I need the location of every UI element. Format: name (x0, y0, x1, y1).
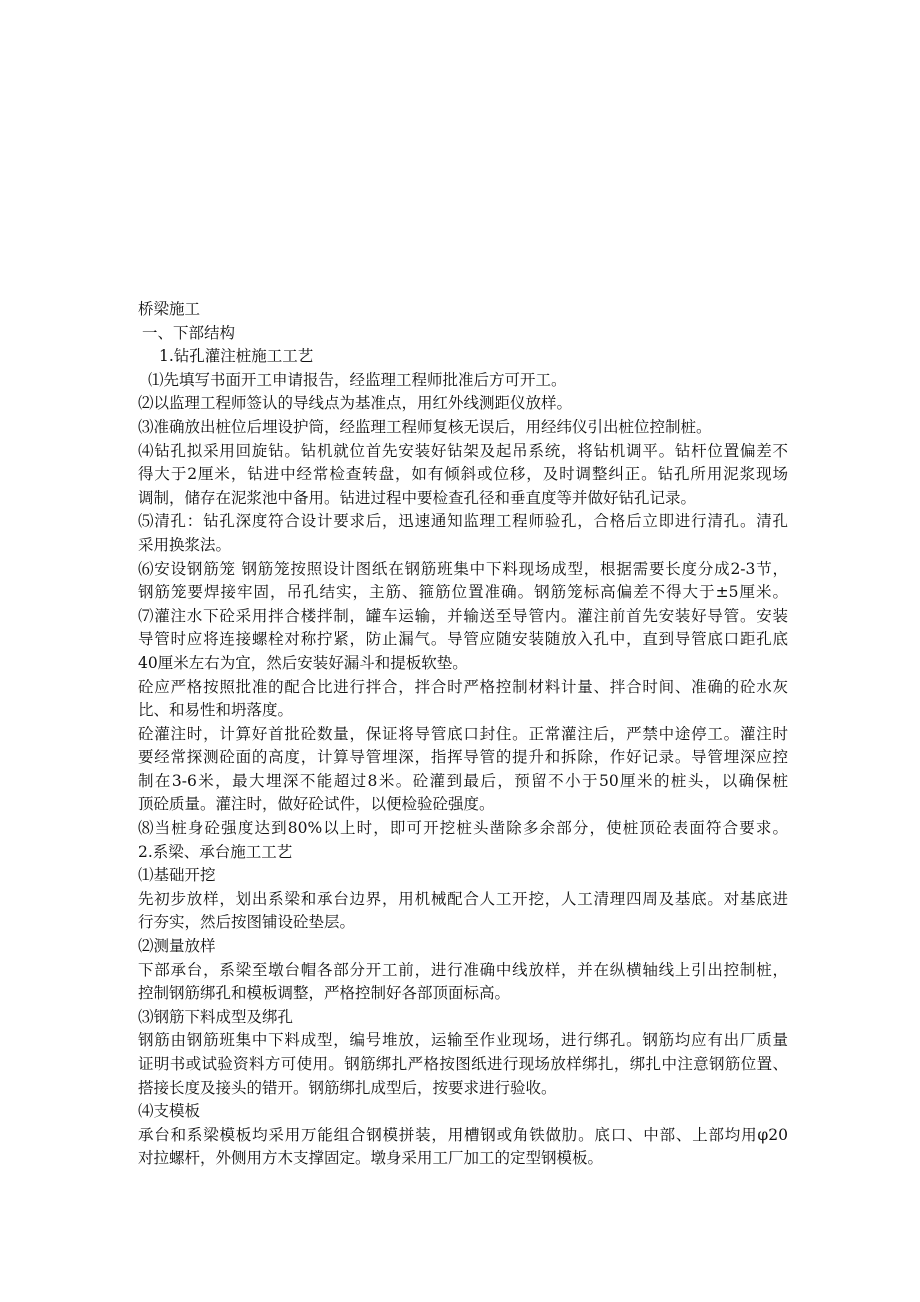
paragraph-line: 先初步放样，划出系梁和承台边界，用机械配合人工开挖，人工清理四周及基底。对基底进 (138, 889, 788, 908)
item-heading: ⑵测量放样 (138, 937, 216, 956)
paragraph-line: 钢筋由钢筋班集中下料成型，编号堆放，运输至作业现场，进行绑孔。钢筋均应有出厂质量 (138, 1031, 788, 1050)
item-heading: ⑴基础开挖 (138, 866, 216, 885)
paragraph-line: ⑴先填写书面开工申请报告，经监理工程师批准后方可开工。 (148, 370, 567, 389)
paragraph-line: 对拉螺杆，外侧用方木支撑固定。墩身采用工厂加工的定型钢模板。 (138, 1149, 604, 1168)
paragraph-line: 证明书或试验资料方可使用。钢筋绑扎严格按图纸进行现场放样绑扎，绑扎中注意钢筋位置、 (138, 1055, 788, 1073)
paragraph-line: 承台和系梁模板均采用万能组合钢模拼装，用槽钢或角铁做肋。底口、中部、上部均用φ20 (138, 1125, 788, 1144)
subsection-heading: 2.系梁、承台施工工艺 (138, 842, 293, 861)
document-title: 桥梁施工 (138, 300, 201, 318)
paragraph-line: 得大于2厘米，钻进中经常检查转盘，如有倾斜或位移，及时调整纠正。钻孔所用泥浆现场 (138, 465, 788, 484)
paragraph-line: ⑵以监理工程师签认的导线点为基准点，用红外线测距仪放样。 (138, 394, 573, 413)
paragraph-line: 调制，储存在泥浆池中备用。钻进过程中要检查孔径和垂直度等并做好钻孔记录。 (138, 488, 697, 507)
paragraph-line: 采用换浆法。 (138, 535, 232, 554)
paragraph-line: 要经常探测砼面的高度，计算导管埋深，指挥导管的提升和拆除，作好记录。导管埋深应控 (138, 748, 788, 767)
paragraph-line: 搭接长度及接头的错开。钢筋绑扎成型后，按要求进行验收。 (138, 1078, 557, 1097)
paragraph-line: 砼应严格按照批准的配合比进行拌合，拌合时严格控制材料计量、拌合时间、准确的砼水灰 (138, 677, 788, 696)
paragraph-line: ⑸清孔：钻孔深度符合设计要求后，迅速通知监理工程师验孔，合格后立即进行清孔。清孔 (138, 512, 788, 531)
document-body (138, 298, 788, 1171)
paragraph-line: 制在3-6米，最大埋深不能超过8米。砼灌到最后，预留不小于50厘米的桩头，以确保桩 (138, 771, 788, 790)
subsection-heading: 1.钻孔灌注桩施工工艺 (159, 347, 314, 366)
paragraph-line: 顶砼质量。灌注时，做好砼试件，以便检验砼强度。 (138, 795, 495, 814)
item-heading: ⑶钢筋下料成型及绑孔 (138, 1007, 294, 1026)
paragraph-line: ⑶准确放出桩位后埋设护筒，经监理工程师复核无误后，用经纬仪引出桩位控制桩。 (138, 417, 712, 436)
paragraph-line: 下部承台，系梁至墩台帽各部分开工前，进行准确中线放样，并在纵横轴线上引出控制桩， (138, 960, 788, 979)
paragraph-line: 钢筋笼要焊接牢固，吊孔结实，主筋、箍筋位置准确。钢筋笼标高偏差不得大于±5厘米。 (138, 583, 788, 602)
paragraph-line: 比、和易性和坍落度。 (138, 701, 294, 720)
paragraph-line: ⑻当桩身砼强度达到80%以上时，即可开挖桩头凿除多余部分，使桩顶砼表面符合要求。 (138, 819, 788, 838)
item-heading: ⑷支模板 (138, 1102, 201, 1121)
paragraph-line: ⑷钻孔拟采用回旋钻。钻机就位首先安装好钻架及起吊系统，将钻机调平。钻杆位置偏差不 (138, 441, 788, 460)
paragraph-line: 行夯实，然后按图铺设砼垫层。 (138, 913, 356, 932)
paragraph-line: 导管时应将连接螺栓对称拧紧，防止漏气。导管应随安装随放入孔中，直到导管底口距孔底 (138, 630, 788, 649)
section-heading: 一、下部结构 (142, 323, 236, 342)
paragraph-line: ⑺灌注水下砼采用拌合楼拌制，罐车运输，并输送至导管内。灌注前首先安装好导管。安装 (138, 606, 788, 625)
paragraph-line: 砼灌注时，计算好首批砼数量，保证将导管底口封住。正常灌注后，严禁中途停工。灌注时 (138, 724, 788, 743)
paragraph-line: 控制钢筋绑孔和模板调整，严格控制好各部顶面标高。 (138, 984, 511, 1003)
paragraph-line: ⑹安设钢筋笼 钢筋笼按照设计图纸在钢筋班集中下料现场成型，根据需要长度分成2-3节， (138, 559, 788, 578)
paragraph-line: 40厘米左右为宜，然后安装好漏斗和提板软垫。 (138, 653, 468, 672)
